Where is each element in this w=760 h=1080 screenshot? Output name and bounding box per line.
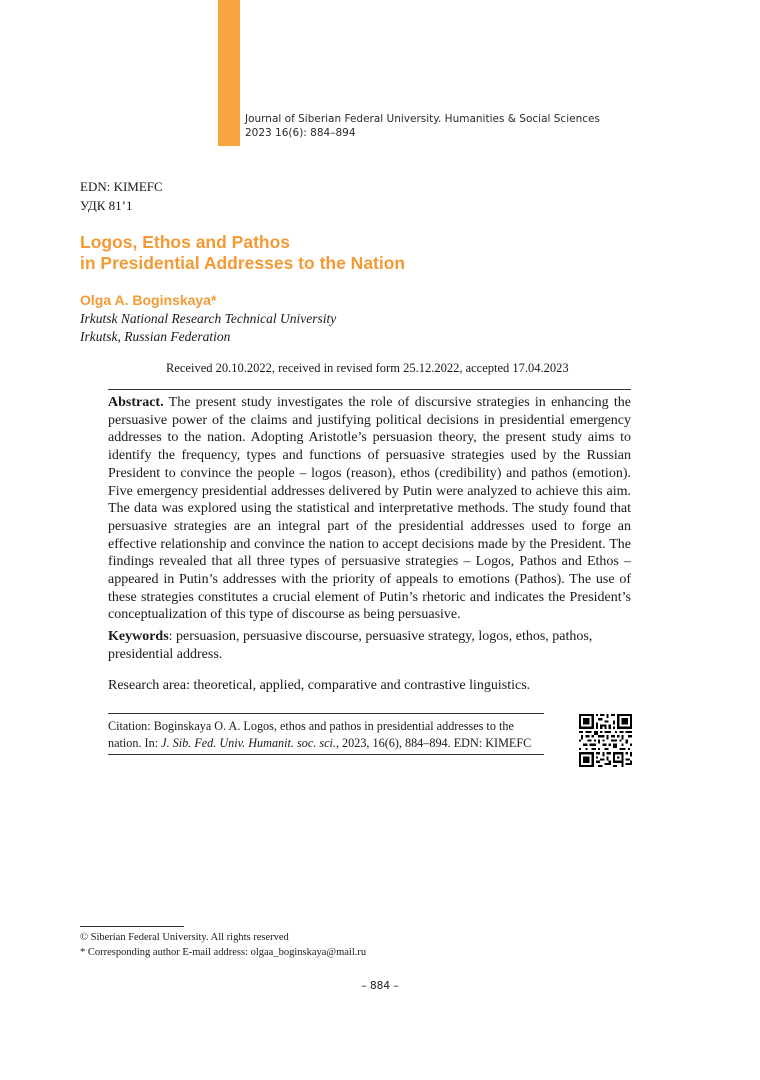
journal-issue: 2023 16(6): 884–894 (245, 127, 356, 139)
abstract (108, 394, 631, 624)
edn-code: EDN: KIMEFC (80, 179, 163, 194)
copyright-note: © Siberian Federal University. All rights reserved (80, 932, 289, 943)
abstract-divider (108, 389, 631, 390)
article-meta (80, 177, 163, 215)
journal-title: Journal of Siberian Federal University. Humanities & Social Sciences (245, 113, 600, 125)
title-line-2: in Presidential Addresses to the Nation (80, 253, 406, 273)
abstract-text: The present study investigates the role of discursive strategies in enhancing the persuasive power of the claims and justifying political decisions in presidential emergency addresses to the nation. Adopting Aristotle’s persuasion theory, the present study aims to identify the frequency, types and functions of persuasive strategies used by the Russian President to convince the people – logos (reason), ethos (credibility) and pathos (emotion). Five emergency presidential addresses delivered by Putin were analyzed to achieve this aim. The data was explored using the statistical and interpretative methods. The study found that persuasive strategies are an integral part of the presidential addresses used to forge an effective relationship and convince the nation to accept decisions made by the President. The findings revealed that all three types of persuasive strategies – Logos, Pathos and Ethos – appeared in Putin’s addresses with the priority of appeals to emotions (Pathos). The use of these strategies constitutes a crucial element of Putin’s rhetoric and indicates the President’s conceptualization of this type of discourse as being persuasive. (108, 395, 631, 623)
footnote-divider (80, 926, 184, 927)
citation (108, 718, 548, 752)
article-title (80, 232, 405, 274)
citation-suffix: , 2023, 16(6), 884–894. EDN: KIMEFC (335, 736, 532, 750)
citation-journal: J. Sib. Fed. Univ. Humanit. soc. sci. (161, 736, 336, 750)
citation-top-rule (108, 713, 544, 714)
research-area: Research area: theoretical, applied, comparative and contrastive linguistics. (108, 678, 531, 693)
author-affiliation-block (80, 310, 336, 346)
citation-bottom-rule (108, 754, 544, 755)
title-line-1: Logos, Ethos and Pathos (80, 232, 291, 252)
footnotes (80, 930, 366, 960)
keywords-label: Keywords (108, 629, 169, 644)
journal-header (245, 112, 600, 140)
keywords-text: : persuasion, persuasive discourse, persuasive strategy, logos, ethos, pathos, presidential address. (108, 629, 593, 662)
header-accent-bar (218, 0, 240, 146)
qr-code-icon[interactable] (579, 714, 632, 767)
corresponding-author-note: * Corresponding author E-mail address: olgaa_boginskaya@mail.ru (80, 947, 367, 958)
citation-prefix: Citation: Boginskaya O. A. Logos, ethos and pathos in presidential addresses to the nation. In: (108, 719, 514, 750)
author-affiliation: Irkutsk National Research Technical University (80, 311, 337, 326)
author-location: Irkutsk, Russian Federation (80, 329, 231, 344)
abstract-label: Abstract. (108, 395, 164, 410)
keywords (108, 628, 631, 663)
author-name: Olga A. Boginskaya* (80, 292, 217, 308)
page-number: – 884 – (361, 980, 399, 992)
received-dates: Received 20.10.2022, received in revised form 25.12.2022, accepted 17.04.2023 (166, 361, 569, 375)
udk-code: УДК 81’1 (80, 198, 133, 213)
